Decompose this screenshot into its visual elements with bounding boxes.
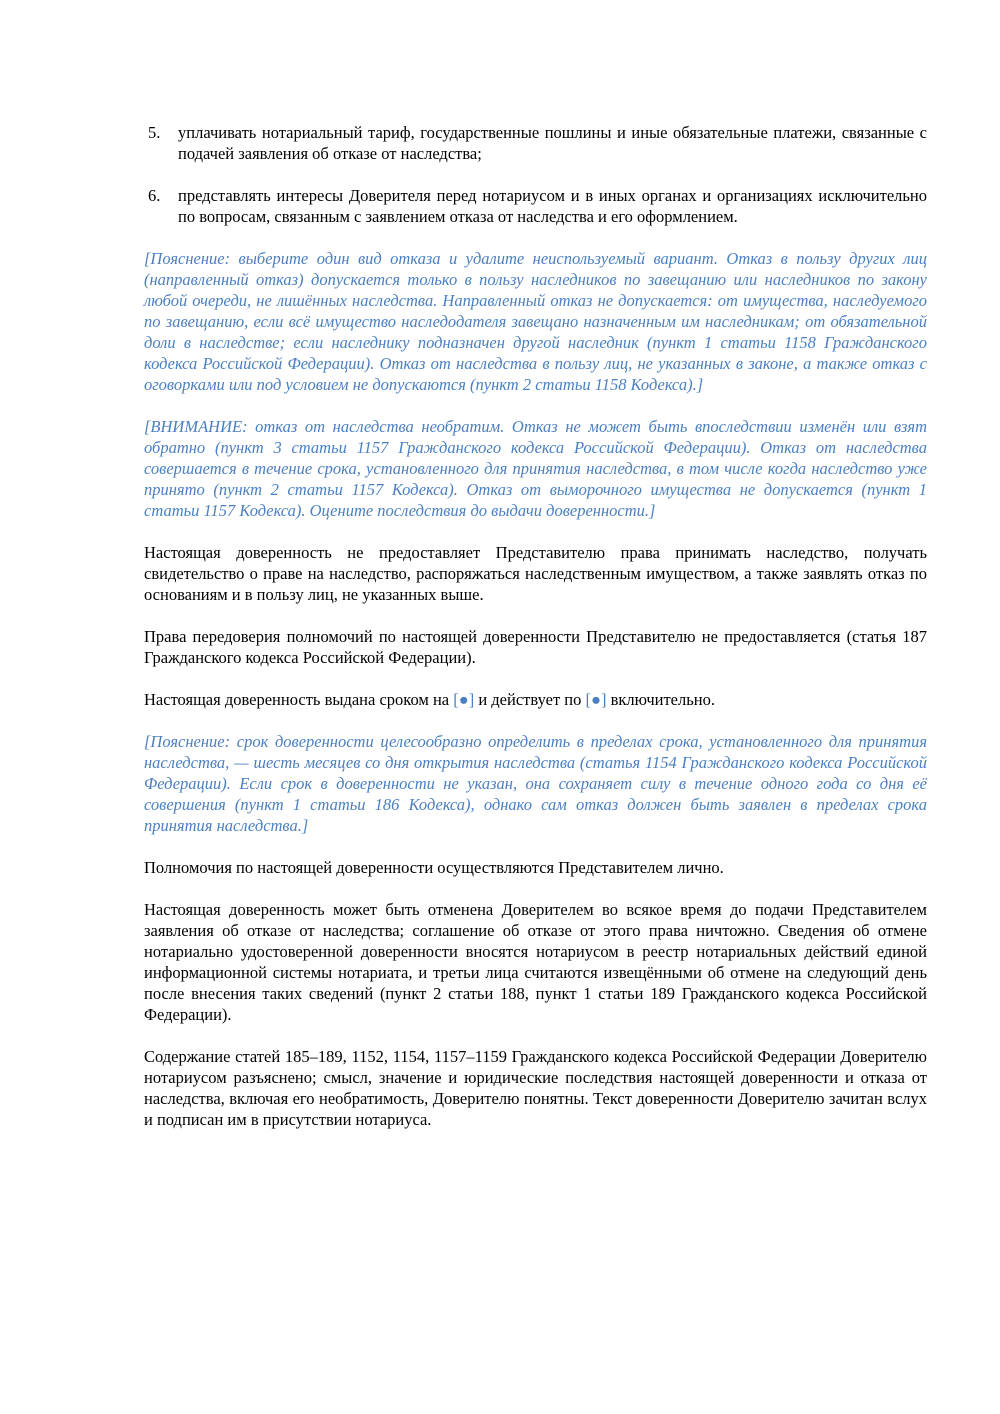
term-text-after: включительно. — [606, 690, 715, 709]
list-text: уплачивать нотариальный тариф, государственные пошлины и иные обязательные платежи, связанные с подачей заявления об отказе от наследства; — [178, 123, 927, 163]
list-item-5 — [144, 122, 927, 164]
paragraph-term — [144, 689, 927, 710]
term-text-before: Настоящая доверенность выдана сроком на — [144, 690, 454, 709]
note-term: [Пояснение: срок доверенности целесообразно определить в пределах срока, установленного для принятия наследства, — шесть месяцев со дня открытия наследства (статья 1154 Гражданского кодекса Российской Федерации). Если срок в доверенности не указан, она сохраняет силу в течение одного года со дня её совершения (пункт 1 статьи 186 Кодекса), однако сам отказ должен быть заявлен в пределах срока принятия наследства.] — [144, 732, 927, 835]
document-page — [144, 122, 927, 1130]
note-choose-refusal: [Пояснение: выберите один вид отказа и удалите неиспользуемый вариант. Отказ в пользу других лиц (направленный отказ) допускается только в пользу наследников по завещанию или наследников по закону любой очереди, не лишённых наследства. Направленный отказ не допускается: от имущества, наследуемого по завещанию, если всё имущество наследодателя завещано назначенным им наследникам; от обязательной доли в наследстве; если наследнику подназначен другой наследник (пункт 1 статьи 1158 Гражданского кодекса Российской Федерации). Отказ от наследства в пользу лиц, не указанных в законе, а также отказ с оговорками или под условием не допускаются (пункт 2 статьи 1158 Кодекса).] — [144, 249, 927, 394]
list-item-6 — [144, 185, 927, 227]
paragraph-revocation: Настоящая доверенность может быть отменена Доверителем во всякое время до подачи Представителем заявления об отказе от наследства; соглашение об отказе от этого права ничтожно. Сведения об отмене нотариально удостоверенной доверенности вносятся нотариусом в реестр нотариальных действий единой информационной системы нотариата, и третьи лица считаются извещёнными об отмене на следующий день после внесения таких сведений (пункт 2 статьи 188, пункт 1 статьи 189 Гражданского кодекса Российской Федерации). — [144, 900, 927, 1024]
paragraph-personal: Полномочия по настоящей доверенности осуществляются Представителем лично. — [144, 858, 724, 877]
term-text-middle: и действует по — [474, 690, 586, 709]
paragraph-no-substitution: Права передоверия полномочий по настоящей доверенности Представителю не предоставляется (статья 187 Гражданского кодекса Российской Федерации). — [144, 627, 927, 667]
list-number: 6. — [148, 186, 161, 205]
paragraph-explained: Содержание статей 185–189, 1152, 1154, 1157–1159 Гражданского кодекса Российской Федерации Доверителю нотариусом разъяснено; смысл, значение и юридические последствия настоящей доверенности и отказа от наследства, включая его необратимость, Доверителю понятны. Текст доверенности Доверителю зачитан вслух и подписан им в присутствии нотариуса. — [144, 1047, 927, 1129]
term-placeholder-duration[interactable]: [●] — [453, 690, 475, 709]
note-warning: [ВНИМАНИЕ: отказ от наследства необратим. Отказ не может быть впоследствии изменён или взят обратно (пункт 3 статьи 1157 Гражданского кодекса Российской Федерации). Отказ от наследства совершается в течение срока, установленного для принятия наследства, в том числе когда наследство уже принято (пункт 2 статьи 1157 Кодекса). Отказ от выморочного имущества не допускается (пункт 1 статьи 1157 Кодекса). Оцените последствия до выдачи доверенности.] — [144, 417, 927, 520]
term-placeholder-end-date[interactable]: [●] — [585, 690, 607, 709]
list-number: 5. — [148, 123, 161, 142]
list-text: представлять интересы Доверителя перед нотариусом и в иных органах и организациях исключительно по вопросам, связанным с заявлением отказа от наследства и его оформлением. — [178, 186, 927, 226]
paragraph-no-rights: Настоящая доверенность не предоставляет Представителю права принимать наследство, получать свидетельство о праве на наследство, распоряжаться наследственным имуществом, а также заявлять отказ по основаниям и в пользу лиц, не указанных выше. — [144, 543, 927, 604]
